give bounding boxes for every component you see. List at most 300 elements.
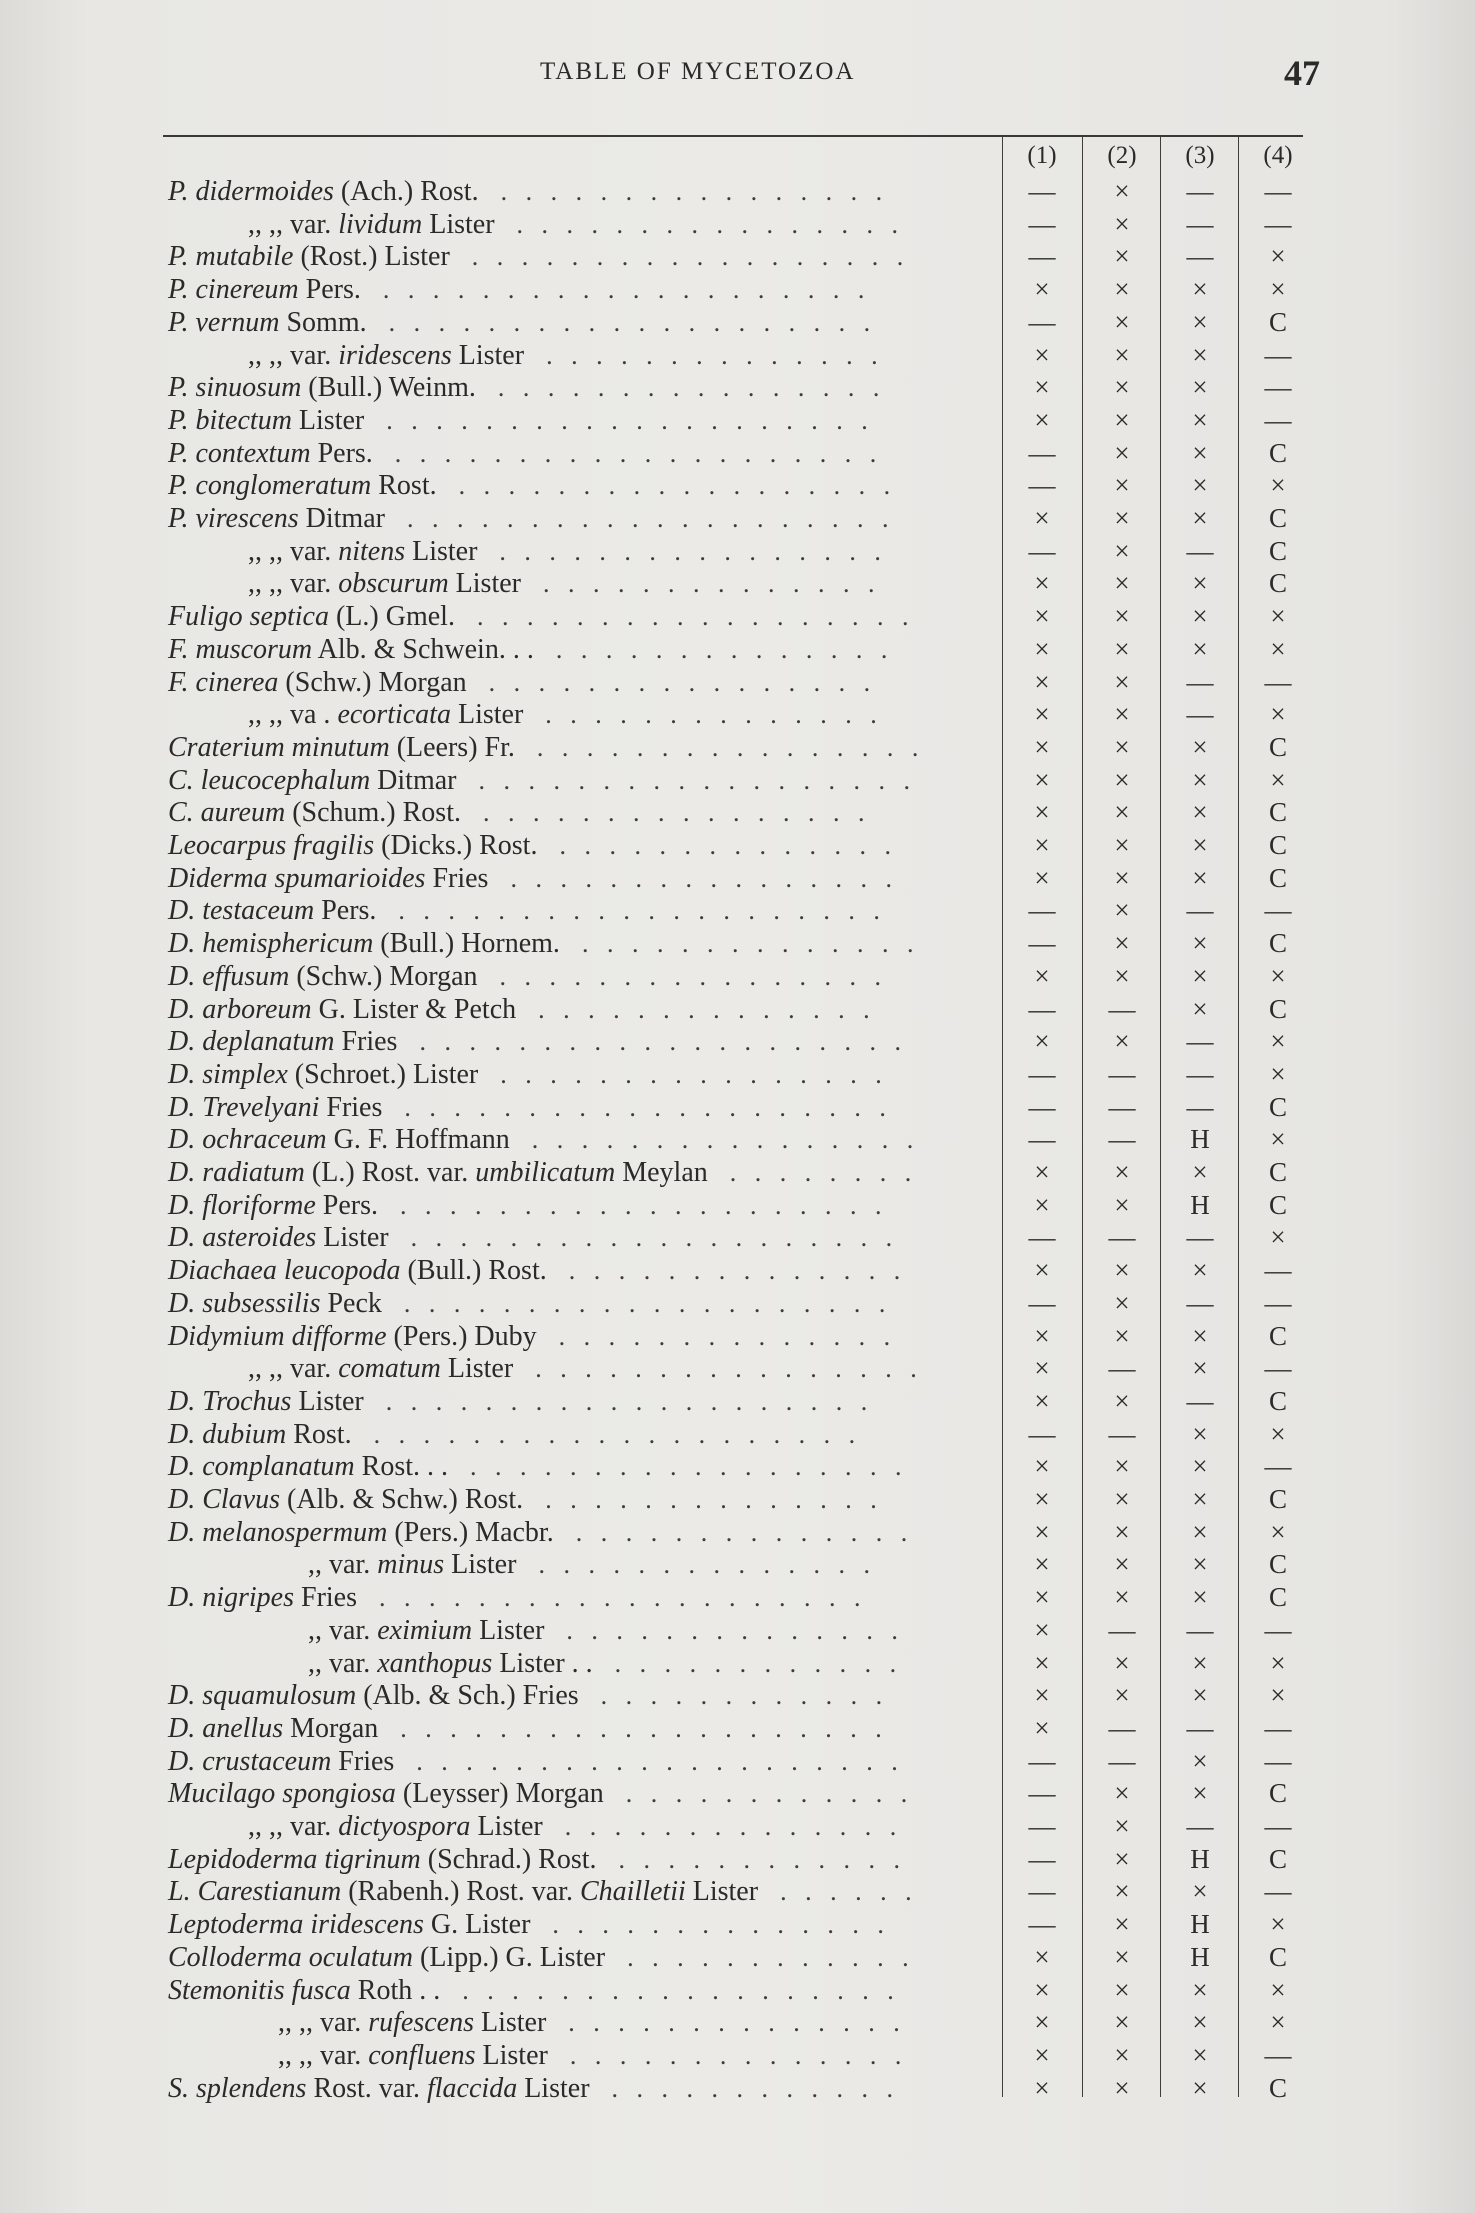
taxon-italic: D. asteroides	[168, 1222, 317, 1254]
leader-dots: . . . . . . . . . . . . . . . .	[488, 667, 877, 697]
table-row	[0, 469, 1320, 502]
table-row	[0, 371, 1320, 404]
occurrence-mark: —	[1186, 241, 1214, 272]
species-name	[168, 1091, 382, 1124]
taxon-text: Fries	[425, 862, 489, 894]
occurrence-mark: —	[1264, 1712, 1292, 1743]
leader-dots: . . . . . . . . . . . . . . . .	[535, 1354, 923, 1384]
table-row	[0, 1908, 1320, 1941]
taxon-italic: minus	[377, 1549, 445, 1581]
taxon-italic: flaccida	[427, 2072, 518, 2104]
taxon-text: ,, ,, var.	[278, 2039, 369, 2071]
occurrence-mark: ×	[1034, 339, 1050, 370]
occurrence-mark: —	[1108, 1418, 1136, 1449]
species-name	[168, 731, 515, 764]
occurrence-mark: ×	[1034, 1941, 1050, 1972]
taxon-text: (Alb. & Sch.) Fries	[356, 1680, 579, 1712]
taxon-text: Ditmar	[298, 503, 385, 534]
occurrence-mark: —	[1108, 1712, 1136, 1743]
occurrence-mark: —	[1108, 1614, 1136, 1645]
occurrence-mark: ×	[1114, 1680, 1130, 1711]
leader-dots: . . . . . . . . . . . . . . . .	[516, 209, 905, 239]
occurrence-mark: ×	[1114, 2007, 1130, 2038]
occurrence-mark: ×	[1114, 241, 1130, 272]
occurrence-mark: —	[1264, 2039, 1292, 2070]
occurrence-mark: —	[1186, 1287, 1214, 1318]
table-row	[0, 1679, 1320, 1712]
occurrence-mark: ×	[1034, 1974, 1050, 2005]
taxon-text: Somm.	[279, 306, 367, 338]
taxon-italic: P. mutabile	[168, 241, 294, 273]
occurrence-mark: ×	[1192, 2007, 1208, 2038]
occurrence-mark: ×	[1270, 470, 1286, 501]
occurrence-mark: —	[1108, 1222, 1136, 1253]
table-row	[0, 1712, 1320, 1745]
occurrence-mark: ×	[1192, 797, 1208, 828]
species-name	[168, 1123, 510, 1156]
occurrence-mark: —	[1028, 1222, 1056, 1253]
taxon-italic: P. cinereum	[168, 274, 299, 306]
taxon-text: (Bull.) Rost.	[400, 1255, 547, 1287]
occurrence-mark: ×	[1192, 601, 1208, 632]
occurrence-mark: —	[1028, 1058, 1056, 1089]
taxon-italic: Chailletii	[579, 1876, 686, 1908]
occurrence-mark: ×	[1192, 1745, 1208, 1776]
table-row	[0, 796, 1320, 829]
occurrence-mark: ×	[1114, 208, 1130, 239]
leader-dots: . . . . . . . . . . . . . .	[564, 1812, 903, 1841]
taxon-text: ,, var.	[308, 1549, 378, 1581]
leader-dots: . . . . . . . . . . . . . . . .	[510, 863, 898, 893]
occurrence-mark: ×	[1114, 274, 1130, 305]
taxon-text: Fries	[319, 1091, 383, 1123]
taxon-italic: comatum	[338, 1353, 441, 1385]
species-name	[168, 371, 476, 404]
occurrence-mark: ×	[1192, 306, 1208, 337]
leader-dots: . . . . . . . . . . . . . .	[558, 1321, 897, 1351]
taxon-italic: D. Clavus	[168, 1484, 280, 1515]
leader-dots: . . . . . . . . . . . . . . . . . .	[470, 1452, 908, 1482]
species-name	[248, 698, 523, 731]
taxon-italic: Fuligo septica	[168, 601, 329, 633]
table-row	[0, 502, 1320, 535]
leader-dots: . . . . . . . . . . . . . . . . . . . .	[419, 1027, 907, 1057]
occurrence-mark: —	[1186, 1811, 1214, 1841]
occurrence-mark: ×	[1034, 1189, 1050, 1220]
table-row	[0, 1287, 1320, 1320]
occurrence-mark: ×	[1192, 960, 1208, 991]
taxon-italic: Craterium minutum	[168, 731, 390, 763]
occurrence-mark: ×	[1114, 1941, 1130, 1972]
taxon-italic: D. crustaceum	[168, 1745, 332, 1777]
occurrence-mark: ×	[1114, 1843, 1130, 1874]
taxon-italic: P. vernum	[168, 306, 280, 338]
occurrence-mark: ×	[1034, 372, 1050, 403]
occurrence-mark: ×	[1192, 731, 1208, 762]
table-row	[0, 535, 1320, 568]
species-name	[248, 208, 495, 241]
occurrence-mark: —	[1186, 535, 1214, 566]
taxon-text: G. Lister & Petch	[311, 993, 517, 1025]
species-name	[168, 273, 361, 306]
species-name	[168, 1221, 389, 1254]
occurrence-mark: ×	[1192, 568, 1208, 599]
occurrence-mark: ×	[1114, 699, 1130, 730]
table-row	[0, 208, 1320, 241]
leader-dots: . . . . . . . . . . . .	[625, 1779, 914, 1809]
leader-dots: . . . . . . . .	[729, 1158, 918, 1187]
occurrence-mark: ×	[1114, 404, 1130, 435]
occurrence-mark: —	[1264, 1876, 1292, 1907]
occurrence-mark: ×	[1114, 1026, 1130, 1057]
leader-dots: . . . . . . . . . . . . . . . . . . . .	[403, 1288, 892, 1318]
occurrence-mark: C	[1268, 928, 1287, 959]
taxon-italic: confluens	[368, 2039, 476, 2071]
leader-dots: . . . . . . . . . . . . . .	[552, 1910, 890, 1940]
taxon-italic: P. virescens	[168, 503, 299, 534]
occurrence-mark: ×	[1270, 241, 1286, 272]
occurrence-mark: C	[1268, 2072, 1287, 2103]
occurrence-mark: —	[1186, 1222, 1214, 1253]
table-row	[0, 600, 1320, 633]
species-name	[168, 764, 456, 797]
occurrence-mark: ×	[1114, 1876, 1130, 1907]
species-name	[168, 862, 488, 895]
leader-dots: . . . . . . . . . . . . . . . .	[500, 1059, 888, 1089]
occurrence-mark: ×	[1270, 601, 1286, 632]
species-name	[168, 1843, 597, 1876]
column-header-1: (1)	[1027, 142, 1057, 169]
table-row	[0, 1352, 1320, 1385]
occurrence-mark: —	[1186, 699, 1214, 730]
species-name	[168, 1712, 378, 1745]
taxon-text: Lister	[475, 2039, 548, 2071]
occurrence-mark: —	[1028, 437, 1056, 468]
occurrence-mark: ×	[1192, 633, 1208, 664]
occurrence-mark: ×	[1270, 1516, 1286, 1547]
species-name	[168, 666, 467, 699]
species-name	[248, 535, 477, 568]
taxon-italic: D. subsessilis	[168, 1287, 321, 1319]
occurrence-mark: —	[1264, 1255, 1292, 1286]
taxon-text: Fries	[334, 1026, 398, 1058]
leader-dots: . . . . . . . . . . . . . .	[568, 1256, 907, 1286]
taxon-italic: L. Carestianum	[168, 1876, 342, 1908]
taxon-text: (Bull.) Hornem.	[373, 928, 560, 960]
occurrence-mark: ×	[1034, 666, 1050, 697]
occurrence-mark: H	[1190, 1941, 1210, 1972]
taxon-text: G. F. Hoffmann	[326, 1124, 510, 1156]
occurrence-mark: ×	[1114, 1451, 1130, 1482]
occurrence-mark: ×	[1270, 960, 1286, 991]
occurrence-mark: ×	[1114, 1909, 1130, 1940]
taxon-italic: Diderma spumarioides	[168, 862, 426, 894]
occurrence-mark: ×	[1114, 1320, 1130, 1351]
taxon-italic: Leptoderma iridescens	[168, 1909, 424, 1941]
taxon-italic: P. conglomeratum	[168, 470, 372, 502]
table-row	[0, 960, 1320, 993]
occurrence-mark: ×	[1192, 1680, 1208, 1711]
occurrence-mark: ×	[1034, 1549, 1050, 1580]
occurrence-mark: ×	[1270, 1222, 1286, 1253]
species-name	[168, 1287, 382, 1320]
species-name	[168, 1189, 378, 1222]
leader-dots: . . . . . . . . . . . . . .	[545, 700, 883, 730]
occurrence-mark: ×	[1270, 1418, 1286, 1449]
leader-dots: . . . . . . . . . . . .	[618, 1844, 907, 1874]
taxon-italic: P. contextum	[168, 437, 311, 469]
table-row	[0, 404, 1320, 437]
taxon-italic: eximium	[377, 1614, 473, 1646]
occurrence-mark: H	[1190, 1189, 1210, 1220]
table-row	[0, 1875, 1320, 1908]
species-name	[168, 829, 537, 862]
species-name	[168, 1516, 554, 1549]
taxon-text: Lister	[291, 404, 365, 436]
taxon-text: (Leysser) Morgan	[395, 1778, 604, 1810]
occurrence-mark: ×	[1270, 1026, 1286, 1057]
occurrence-mark: ×	[1192, 1876, 1208, 1907]
taxon-italic: C. leucocephalum	[168, 764, 371, 796]
table-row	[0, 1025, 1320, 1058]
occurrence-mark: ×	[1034, 1582, 1050, 1613]
occurrence-mark: ×	[1114, 666, 1130, 697]
occurrence-mark: C	[1268, 1091, 1287, 1122]
table-row	[0, 633, 1320, 666]
leader-dots: . . . . . . . . . . . . . .	[538, 994, 876, 1024]
table-row	[0, 698, 1320, 731]
leader-dots: . . . . . . . . . . . . . . . . . .	[458, 471, 897, 501]
taxon-text: Lister	[440, 1353, 514, 1385]
occurrence-mark: ×	[1114, 601, 1130, 632]
species-name	[308, 1647, 593, 1680]
species-name	[168, 1450, 448, 1483]
table-row	[0, 862, 1320, 895]
leader-dots: . . . . . . . . . . . . . .	[568, 2008, 906, 2038]
leader-dots: . . . . . . . . . . . . . . . . . . . .	[406, 504, 895, 533]
taxon-text: Lister	[450, 699, 524, 731]
running-title: TABLE OF MYCETOZOA	[540, 58, 856, 85]
table-row	[0, 1221, 1320, 1254]
taxon-text: (Schw.) Morgan	[278, 666, 467, 698]
species-name	[168, 1974, 440, 2007]
leader-dots: . . . . . . . . . . . . . . . .	[531, 1125, 920, 1155]
occurrence-mark: —	[1108, 1058, 1136, 1089]
taxon-italic: xanthopus	[377, 1647, 493, 1679]
occurrence-mark: —	[1264, 1451, 1292, 1482]
taxon-italic: dictyospora	[338, 1811, 471, 1842]
taxon-text: (L.) Gmel.	[328, 601, 455, 633]
leader-dots: . . . . . . . . . . . . . .	[538, 1550, 876, 1580]
occurrence-mark: ×	[1192, 1778, 1208, 1809]
occurrence-mark: ×	[1114, 1157, 1130, 1187]
occurrence-mark: ×	[1034, 731, 1050, 762]
species-name	[168, 1777, 604, 1810]
leader-dots: . . . . . . . . . . . . . . . . . . . .	[373, 1419, 862, 1449]
taxon-italic: D. testaceum	[168, 895, 315, 927]
occurrence-mark: C	[1268, 437, 1287, 468]
occurrence-mark: ×	[1034, 1255, 1050, 1286]
occurrence-mark: ×	[1114, 1647, 1130, 1678]
occurrence-mark: ×	[1192, 437, 1208, 468]
occurrence-mark: ×	[1114, 1189, 1130, 1220]
occurrence-mark: ×	[1192, 2072, 1208, 2103]
table-row	[0, 1091, 1320, 1124]
species-name	[248, 567, 521, 600]
occurrence-mark: —	[1186, 1058, 1214, 1089]
occurrence-mark: ×	[1192, 928, 1208, 959]
taxon-italic: obscurum	[338, 568, 449, 600]
occurrence-mark: ×	[1270, 1647, 1286, 1678]
occurrence-mark: ×	[1192, 274, 1208, 305]
occurrence-mark: ×	[1114, 1255, 1130, 1286]
taxon-text: (Leers) Fr.	[389, 731, 515, 763]
taxon-italic: Leocarpus fragilis	[168, 830, 375, 861]
occurrence-mark: —	[1264, 404, 1292, 435]
occurrence-mark: ×	[1270, 2007, 1286, 2038]
table-row	[0, 1581, 1320, 1614]
taxon-italic: D. anellus	[168, 1712, 284, 1744]
taxon-text: Alb. & Schwein. . .	[312, 633, 534, 665]
occurrence-mark: ×	[1034, 568, 1050, 599]
leader-dots: . . . . . . . . . . . . . . . . . . . .	[398, 896, 886, 926]
occurrence-mark: —	[1028, 993, 1056, 1024]
occurrence-mark: H	[1190, 1843, 1210, 1874]
occurrence-mark: ×	[1270, 1909, 1286, 1940]
occurrence-mark: ×	[1192, 339, 1208, 370]
occurrence-mark: ×	[1034, 1647, 1050, 1678]
species-name	[168, 1679, 579, 1712]
species-name	[168, 1483, 523, 1516]
occurrence-mark: ×	[1034, 601, 1050, 632]
occurrence-mark: ×	[1034, 1614, 1050, 1645]
occurrence-mark: ×	[1270, 764, 1286, 795]
taxon-text: G. Lister	[423, 1909, 531, 1941]
table-row	[0, 764, 1320, 797]
table-row	[0, 1483, 1320, 1516]
header-rule	[163, 135, 1303, 137]
column-header-4: (4)	[1263, 142, 1293, 169]
occurrence-mark: —	[1186, 208, 1214, 239]
taxon-text: ,, var.	[308, 1614, 378, 1646]
taxon-text: ,, var.	[308, 1647, 378, 1679]
species-name	[168, 469, 437, 502]
occurrence-mark: ×	[1034, 1353, 1050, 1384]
leader-dots: . . . . . . . . . . . . . . . . . . . .	[379, 1583, 867, 1613]
species-name	[168, 1254, 547, 1287]
taxon-italic: Didymium difforme	[168, 1320, 387, 1352]
table-row	[0, 2039, 1320, 2072]
occurrence-mark: —	[1186, 176, 1214, 206]
taxon-text: Meylan	[615, 1157, 708, 1188]
leader-dots: . . . . . . . . . . . .	[614, 1648, 903, 1678]
taxon-italic: D. nigripes	[168, 1582, 294, 1614]
species-name	[308, 1548, 516, 1581]
occurrence-mark: —	[1264, 1614, 1292, 1645]
occurrence-mark: ×	[1192, 1974, 1208, 2005]
leader-dots: . . . . . . . . . . . . . . . . . . . .	[386, 405, 874, 435]
occurrence-mark: H	[1190, 1909, 1210, 1940]
table-row	[0, 1548, 1320, 1581]
taxon-text: Lister	[444, 1549, 517, 1581]
occurrence-mark: ×	[1192, 1320, 1208, 1351]
taxon-italic: F. muscorum	[168, 633, 313, 665]
occurrence-mark: ×	[1114, 2072, 1130, 2103]
occurrence-mark: ×	[1114, 372, 1130, 403]
table-row	[0, 1189, 1320, 1222]
occurrence-mark: —	[1028, 1287, 1056, 1318]
page-header	[160, 52, 1320, 98]
occurrence-mark: —	[1028, 1091, 1056, 1122]
occurrence-mark: ×	[1114, 470, 1130, 501]
taxon-italic: D. deplanatum	[168, 1026, 335, 1058]
species-name	[168, 1941, 605, 1974]
species-name	[168, 404, 364, 437]
leader-dots: . . . . . . . . . . . . . . . . . . . .	[404, 1092, 892, 1122]
taxon-text: Pers.	[310, 437, 373, 469]
taxon-text: Rost.	[286, 1418, 352, 1450]
table-row	[0, 1745, 1320, 1778]
taxon-italic: D. floriforme	[168, 1189, 316, 1221]
occurrence-mark: ×	[1114, 1484, 1130, 1514]
occurrence-mark: ×	[1114, 306, 1130, 337]
leader-dots: . . . . . . . . . . . . . . . . . .	[471, 242, 910, 272]
taxon-italic: Lepidoderma tigrinum	[168, 1843, 421, 1875]
occurrence-mark: —	[1264, 176, 1292, 206]
occurrence-mark: ×	[1114, 797, 1130, 828]
leader-dots: . . . . . . . . . . . . . . . . . .	[462, 1975, 900, 2005]
occurrence-mark: ×	[1192, 1516, 1208, 1547]
taxon-text: Roth . .	[350, 1974, 441, 2006]
taxon-text: Lister	[291, 1385, 364, 1417]
taxon-italic: D. melanospermum	[168, 1516, 388, 1548]
occurrence-mark: ×	[1114, 1811, 1130, 1841]
occurrence-mark: C	[1268, 1320, 1287, 1351]
occurrence-mark: ×	[1192, 862, 1208, 893]
leader-dots: . . . . . . . . . . . . . . . . . .	[478, 765, 916, 795]
taxon-text: (Lipp.) G. Lister	[413, 1941, 606, 1973]
taxon-text: ,, ,, var.	[278, 2007, 369, 2039]
occurrence-mark: ×	[1270, 1124, 1286, 1155]
taxon-text: (Schrad.) Rost.	[420, 1843, 597, 1875]
taxon-italic: C. aureum	[168, 797, 286, 829]
taxon-text: ,, ,, var.	[248, 339, 339, 371]
taxon-italic: D. dubium	[168, 1418, 287, 1450]
occurrence-mark: H	[1190, 1124, 1210, 1155]
occurrence-mark: C	[1268, 862, 1287, 893]
table-row	[0, 339, 1320, 372]
species-name	[168, 1581, 357, 1614]
occurrence-mark: —	[1028, 241, 1056, 272]
occurrence-mark: C	[1268, 1549, 1287, 1580]
occurrence-mark: ×	[1114, 731, 1130, 762]
taxon-text: (L.) Rost. var.	[304, 1157, 476, 1188]
occurrence-mark: C	[1268, 306, 1287, 337]
species-name	[168, 927, 560, 960]
occurrence-mark: ×	[1270, 1974, 1286, 2005]
taxon-italic: P. sinuosum	[168, 372, 302, 404]
occurrence-mark: ×	[1114, 1582, 1130, 1613]
taxon-text: (Schw.) Morgan	[289, 960, 478, 992]
occurrence-mark: ×	[1270, 1058, 1286, 1089]
occurrence-mark: ×	[1114, 633, 1130, 664]
occurrence-mark: —	[1028, 535, 1056, 566]
taxon-italic: lividum	[338, 208, 423, 240]
occurrence-mark: ×	[1192, 2039, 1208, 2070]
species-name	[168, 2072, 590, 2105]
occurrence-mark: ×	[1034, 1680, 1050, 1711]
table-row	[0, 1941, 1320, 1974]
